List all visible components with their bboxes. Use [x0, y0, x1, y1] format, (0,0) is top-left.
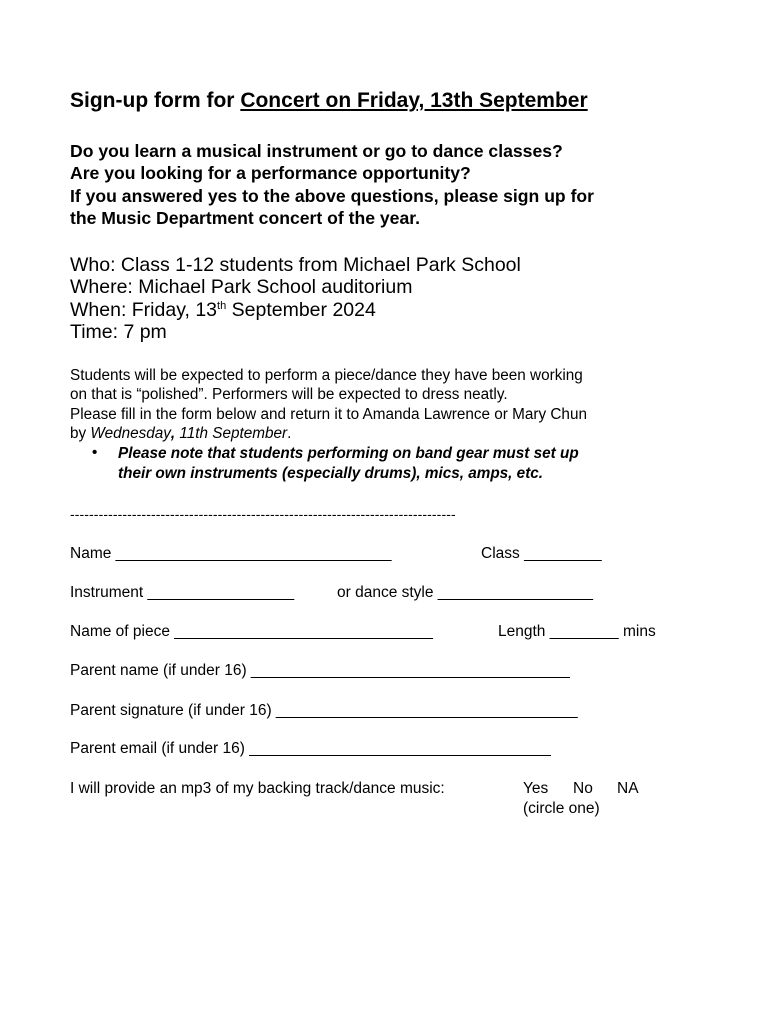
event-info: [70, 254, 521, 343]
option-na[interactable]: NA: [617, 780, 639, 797]
title-event: Concert on Friday, 13th September: [240, 89, 588, 112]
details-deadline: [70, 424, 587, 443]
dance-style-field[interactable]: or dance style __________________: [337, 584, 593, 601]
details-line: on that is “polished”. Performers will be expected to dress neatly.: [70, 386, 508, 404]
info-time: Time: 7 pm: [70, 320, 167, 343]
note-block: [118, 444, 579, 483]
deadline-comma: ,: [170, 424, 176, 442]
instrument-field[interactable]: Instrument _________________: [70, 584, 295, 601]
deadline-end: .: [287, 424, 292, 442]
intro-line: If you answered yes to the above questions, please sign up for: [70, 185, 595, 206]
intro-line: Do you learn a musical instrument or go to dance classes?: [70, 141, 563, 161]
parent-name-field[interactable]: Parent name (if under 16) _____________________________________: [70, 662, 570, 679]
info-when-prefix: When: Friday, 13: [70, 298, 218, 321]
piece-name-field[interactable]: Name of piece ______________________________: [70, 623, 433, 640]
details-paragraph: [70, 366, 587, 443]
details-line: Please fill in the form below and return it to Amanda Lawrence or Mary Chun: [70, 405, 587, 423]
page-title: [70, 89, 588, 113]
class-field[interactable]: Class _________: [481, 545, 602, 562]
note-line: Please note that students performing on band gear must set up: [118, 445, 579, 462]
deadline-prefix: by: [70, 424, 91, 442]
deadline-date: 11th September: [175, 424, 288, 442]
info-when: [70, 299, 521, 321]
parent-signature-field[interactable]: Parent signature (if under 16) ___________________________________: [70, 702, 578, 719]
info-when-sup: th: [217, 299, 227, 312]
deadline-day: Wednesday: [90, 424, 171, 442]
title-prefix: Sign-up form for: [70, 89, 241, 112]
circle-one-note: (circle one): [523, 800, 600, 817]
length-field[interactable]: Length ________ mins: [498, 623, 656, 640]
mp3-question: I will provide an mp3 of my backing track/dance music:: [70, 780, 445, 797]
option-no[interactable]: No: [573, 780, 593, 797]
bullet-icon: •: [92, 444, 98, 461]
intro-block: [70, 140, 594, 229]
parent-email-field[interactable]: Parent email (if under 16) ___________________________________: [70, 740, 551, 757]
info-where: Where: Michael Park School auditorium: [70, 276, 413, 299]
option-yes[interactable]: Yes: [523, 780, 549, 797]
cut-line-separator: ---------------------------------------------------------------------------------: [70, 506, 456, 522]
info-when-suffix: September 2024: [226, 298, 376, 321]
name-field[interactable]: Name ________________________________: [70, 545, 392, 562]
intro-line: the Music Department concert of the year.: [70, 207, 421, 228]
info-who: Who: Class 1-12 students from Michael Park School: [70, 254, 521, 276]
note-line: their own instruments (especially drums), mics, amps, etc.: [118, 464, 544, 482]
details-line: Students will be expected to perform a piece/dance they have been working: [70, 367, 583, 384]
intro-line: Are you looking for a performance opportunity?: [70, 163, 471, 184]
